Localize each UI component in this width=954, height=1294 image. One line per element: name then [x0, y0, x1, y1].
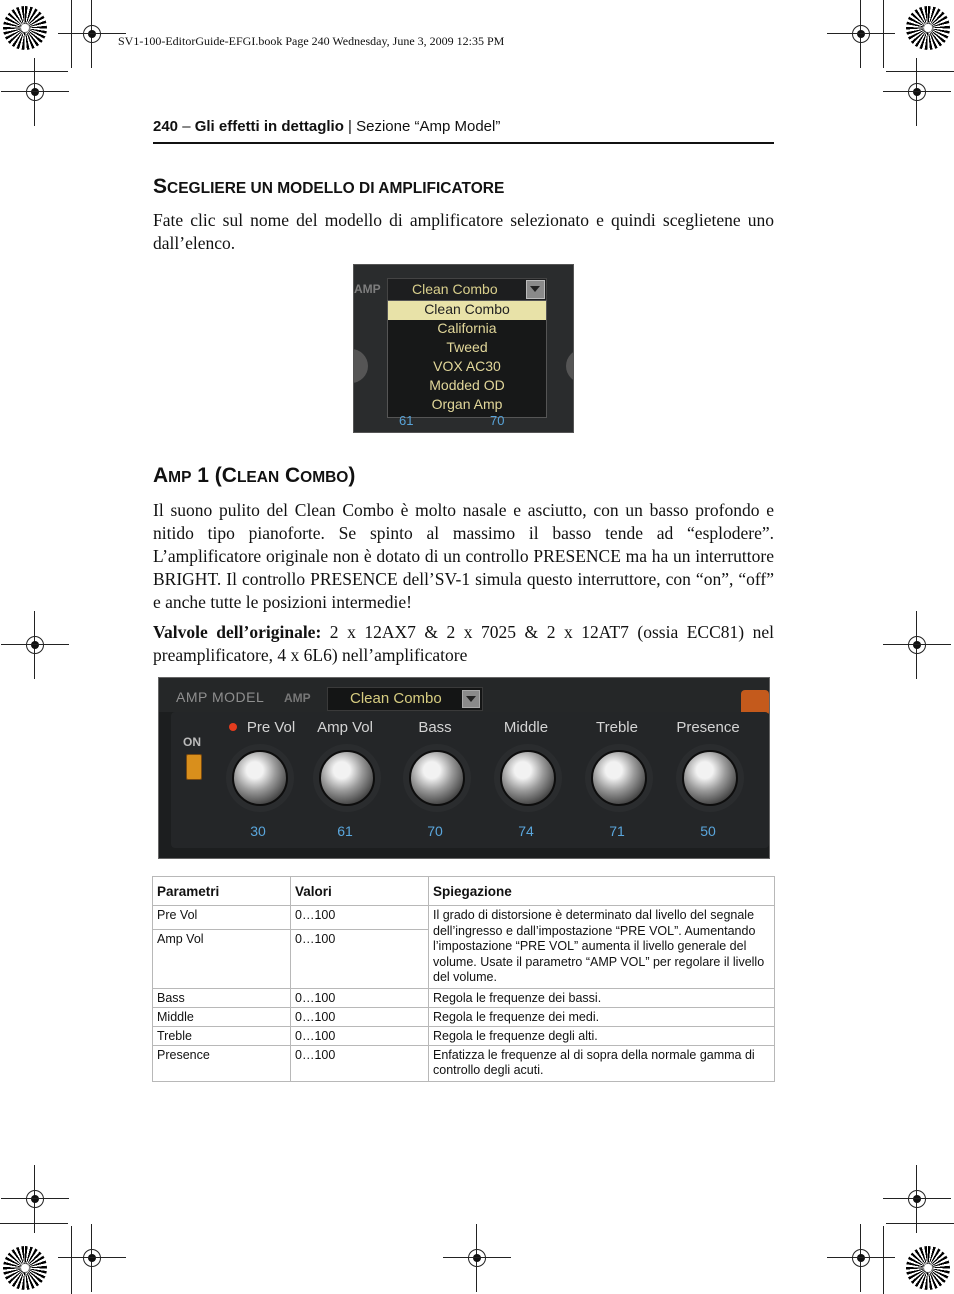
table-row: [153, 1007, 775, 1026]
amp-model-selected: Clean Combo: [350, 690, 442, 707]
column-header: Valori: [291, 877, 429, 906]
crosshair-mark: [25, 1189, 45, 1209]
value-readout-right: 70: [490, 413, 505, 428]
amp-model-selected: Clean Combo: [412, 281, 498, 297]
page-number: 240: [153, 118, 179, 135]
table-cell-value: 0…100: [291, 1007, 429, 1026]
parameter-table: [152, 876, 775, 1082]
knob-partial-right: [566, 349, 574, 383]
crop-mark: [886, 71, 954, 72]
heading-choose-amp-model: SCEGLIERE UN MODELLO DI AMPLIFICATORE: [153, 175, 505, 198]
paragraph-choose-amp: Fate clic sul nome del modello di amplificatore selezionato e quindi sceglietene uno dall’elenco.: [153, 210, 774, 253]
table-row: [153, 1045, 775, 1081]
table-cell-param: Middle: [153, 1007, 291, 1026]
header-separator: |: [343, 118, 357, 135]
knob-pre-vol[interactable]: [232, 750, 288, 806]
label-amp-vol: Amp Vol: [317, 719, 373, 736]
crosshair-mark: [907, 1189, 927, 1209]
heading-amp1-clean-combo: AMP 1 (CLEAN COMBO): [153, 464, 356, 487]
tubes-label: Valvole dell’originale:: [153, 622, 322, 642]
amp-option-tweed[interactable]: Tweed: [446, 339, 488, 355]
column-header: Parametri: [153, 877, 291, 906]
amp-option-california[interactable]: California: [437, 320, 497, 336]
knob-middle[interactable]: [500, 750, 556, 806]
value-amp-vol: 61: [337, 823, 353, 839]
table-cell-param: Pre Vol: [153, 906, 291, 930]
value-readout-left: 61: [399, 413, 414, 428]
tubes-text: 2 x 12AX7 & 2 x 7025 & 2 x 12AT7 (ossia ECC81) nel preamplificatore, 4 x 6L6) nell’amplificatore: [153, 622, 774, 665]
column-header: Spiegazione: [429, 877, 775, 906]
value-treble: 71: [609, 823, 625, 839]
label-bass: Bass: [418, 719, 452, 736]
amp-model-list: [387, 300, 547, 418]
table-cell-value: 0…100: [291, 929, 429, 988]
crosshair-mark: [82, 1248, 102, 1268]
amp-model-panel: [158, 677, 770, 859]
crosshair-mark: [907, 635, 927, 655]
on-label: ON: [183, 735, 201, 749]
label-middle: Middle: [503, 719, 549, 736]
running-header: [153, 118, 774, 144]
table-row: [153, 906, 775, 930]
table-cell-explanation: Regola le frequenze dei bassi.: [429, 988, 775, 1007]
table-row: [153, 988, 775, 1007]
crop-mark: [0, 1223, 68, 1224]
table-cell-param: Bass: [153, 988, 291, 1007]
amp-label: AMP: [354, 282, 381, 296]
value-pre-vol: 30: [250, 823, 266, 839]
crosshair-mark: [25, 82, 45, 102]
table-cell-param: Amp Vol: [153, 929, 291, 988]
value-presence: 50: [700, 823, 716, 839]
paragraph-tubes: [153, 621, 774, 667]
crop-mark: [883, 1226, 884, 1294]
label-pre-vol: Pre Vol: [246, 719, 296, 736]
crosshair-mark: [851, 24, 871, 44]
amp-label: AMP: [284, 691, 311, 705]
table-cell-explanation: Regola le frequenze dei medi.: [429, 1007, 775, 1026]
amp-option-clean-combo[interactable]: Clean Combo: [388, 301, 546, 320]
amp-model-select[interactable]: [387, 278, 547, 301]
table-row: [153, 1026, 775, 1045]
table-cell-explanation: Enfatizza le frequenze al di sopra della normale gamma di controllo degli acuti.: [429, 1045, 775, 1081]
table-cell-value: 0…100: [291, 1045, 429, 1081]
registration-star-bottom-right: [906, 1246, 950, 1290]
crosshair-mark: [907, 82, 927, 102]
amp-option-modded-od[interactable]: Modded OD: [429, 377, 505, 393]
table-cell-explanation: Regola le frequenze degli alti.: [429, 1026, 775, 1045]
crop-mark: [0, 71, 68, 72]
knob-partial-left: [353, 349, 368, 383]
registration-star-top-left: [3, 6, 47, 50]
registration-star-bottom-left: [3, 1246, 47, 1290]
header-dash: –: [178, 118, 195, 135]
crosshair-mark: [467, 1248, 487, 1268]
crosshair-mark: [25, 635, 45, 655]
table-cell-explanation: Il grado di distorsione è determinato dal livello del segnale dell’ingresso e dall’impostazione “PRE VOL”. Aumentando l’impostazione “PRE VOL” aumenta il livello generale del volume. Usate il parametro “AMP VOL” per regolare il livello del volume.: [429, 906, 775, 989]
table-cell-value: 0…100: [291, 906, 429, 930]
amp-option-organ-amp[interactable]: Organ Amp: [431, 396, 503, 412]
paragraph-clean-combo: Il suono pulito del Clean Combo è molto nasale e asciutto, con un basso profondo e nitido tipo pianoforte. Se spinto al massimo il basso tende ad “esplodere”. L’amplificatore originale non è dotato di un controllo PRESENCE ma ha un interruttore BRIGHT. Il controllo PRESENCE dell’SV-1 simula questo interruttore, con “on”, “off” e anche tutte le posizioni intermedie!: [153, 500, 774, 612]
registration-star-top-right: [906, 6, 950, 50]
value-middle: 74: [518, 823, 534, 839]
table-cell-param: Treble: [153, 1026, 291, 1045]
amp-option-vox-ac30[interactable]: VOX AC30: [433, 358, 501, 374]
section-title: Sezione “Amp Model”: [356, 118, 501, 135]
chevron-down-icon[interactable]: [526, 280, 545, 299]
crosshair-mark: [82, 24, 102, 44]
table-cell-value: 0…100: [291, 988, 429, 1007]
chapter-title: Gli effetti in dettaglio: [194, 118, 344, 135]
amp-model-title: AMP MODEL: [176, 689, 265, 705]
table-header-row: [153, 877, 775, 906]
table-cell-param: Presence: [153, 1045, 291, 1081]
knob-presence[interactable]: [682, 750, 738, 806]
knob-treble[interactable]: [591, 750, 647, 806]
amp-model-select[interactable]: [327, 687, 483, 711]
print-slug: SV1-100-EditorGuide-EFGI.book Page 240 Wednesday, June 3, 2009 12:35 PM: [118, 34, 505, 48]
label-presence: Presence: [676, 719, 740, 736]
table-cell-value: 0…100: [291, 1026, 429, 1045]
value-bass: 70: [427, 823, 443, 839]
crop-mark: [883, 0, 884, 68]
crop-mark: [71, 1226, 72, 1294]
knob-bass[interactable]: [409, 750, 465, 806]
crop-mark: [886, 1223, 954, 1224]
amp-dropdown-screenshot: [353, 264, 574, 433]
knob-amp-vol[interactable]: [319, 750, 375, 806]
crosshair-mark: [851, 1248, 871, 1268]
label-treble: Treble: [596, 719, 638, 736]
chevron-down-icon[interactable]: [462, 690, 480, 708]
on-switch[interactable]: [186, 754, 202, 780]
crop-mark: [71, 0, 72, 68]
